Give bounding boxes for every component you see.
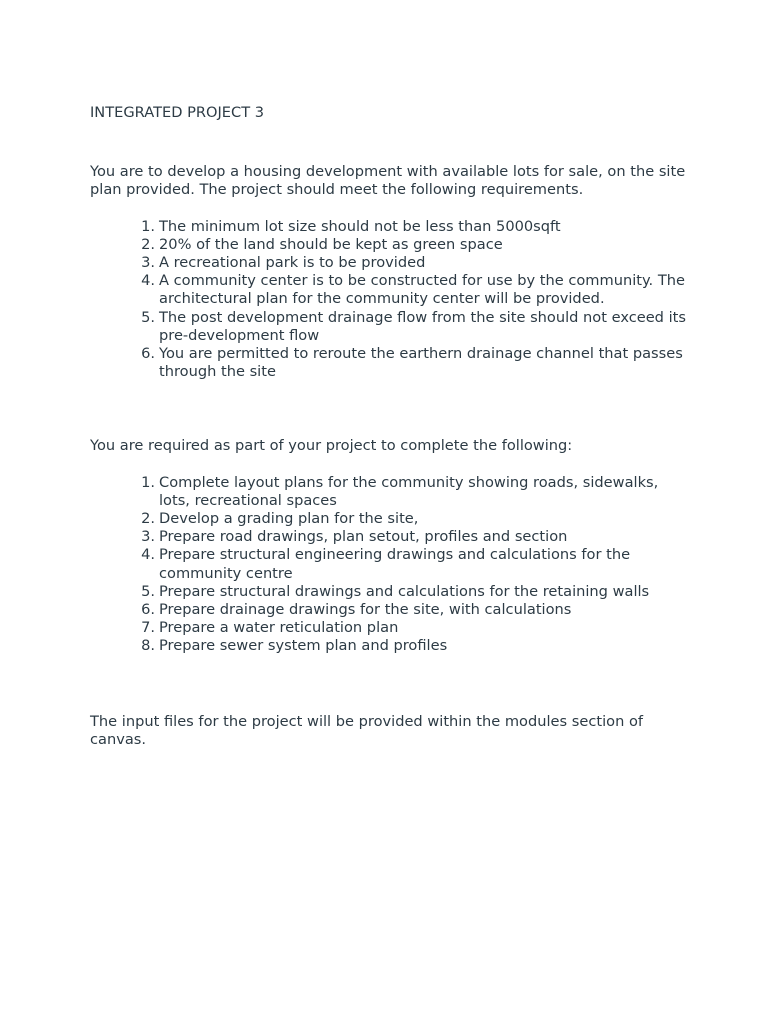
list-item-text: Complete layout plans for the community showing roads, sidewalks, lots, recreational spaces [159, 473, 659, 509]
list-item-text: The post development drainage flow from the site should not exceed its pre-development flow [159, 308, 686, 344]
tasks-list [90, 474, 690, 656]
list-number: 5. [141, 308, 155, 326]
list-item-text: Prepare road drawings, plan setout, profiles and section [159, 528, 568, 546]
list-number: 3. [141, 254, 155, 272]
list-item [90, 510, 690, 528]
list-item-text: The minimum lot size should not be less than 5000sqft [159, 217, 561, 235]
list-item [90, 528, 690, 546]
list-item [90, 637, 690, 655]
list-item-text: Prepare a water reticulation plan [159, 619, 399, 637]
list-item [90, 218, 690, 236]
list-item-text: Prepare sewer system plan and profiles [159, 637, 448, 655]
list-item [90, 474, 690, 510]
list-number: 3. [141, 528, 155, 546]
list-number: 5. [141, 582, 155, 600]
list-number: 6. [141, 345, 155, 363]
intro-paragraph: You are to develop a housing development with available lots for sale, on the site plan provided. The project should meet the following requirements. [90, 163, 686, 199]
requirements-list [90, 218, 690, 382]
list-item-text: Develop a grading plan for the site, [159, 510, 419, 528]
list-item-text: Prepare structural drawings and calculations for the retaining walls [159, 582, 650, 600]
list-item [90, 309, 690, 345]
list-item-text: You are permitted to reroute the earthern drainage channel that passes through the site [159, 345, 683, 381]
list-item [90, 546, 690, 582]
tasks-intro-paragraph: You are required as part of your project to complete the following: [90, 437, 573, 455]
list-item-text: Prepare drainage drawings for the site, with calculations [159, 601, 572, 619]
document-body [90, 104, 690, 749]
list-number: 2. [141, 510, 155, 528]
list-number: 2. [141, 235, 155, 253]
list-item-text: A community center is to be constructed for use by the community. The architectural plan for the community center will be provided. [159, 272, 685, 308]
list-item-text: Prepare structural engineering drawings and calculations for the community centre [159, 546, 631, 582]
list-item-text: A recreational park is to be provided [159, 254, 426, 272]
list-number: 7. [141, 619, 155, 637]
list-number: 6. [141, 601, 155, 619]
document-title: INTEGRATED PROJECT 3 [90, 104, 265, 121]
list-number: 4. [141, 546, 155, 564]
list-item [90, 345, 690, 381]
list-number: 4. [141, 272, 155, 290]
list-item-text: 20% of the land should be kept as green space [159, 235, 503, 253]
list-number: 1. [141, 473, 155, 491]
list-number: 8. [141, 637, 155, 655]
list-item [90, 272, 690, 308]
list-item [90, 619, 690, 637]
closing-paragraph: The input files for the project will be provided within the modules section of canvas. [90, 712, 644, 748]
list-item [90, 236, 690, 254]
list-item [90, 583, 690, 601]
list-item [90, 601, 690, 619]
list-number: 1. [141, 217, 155, 235]
list-item [90, 254, 690, 272]
